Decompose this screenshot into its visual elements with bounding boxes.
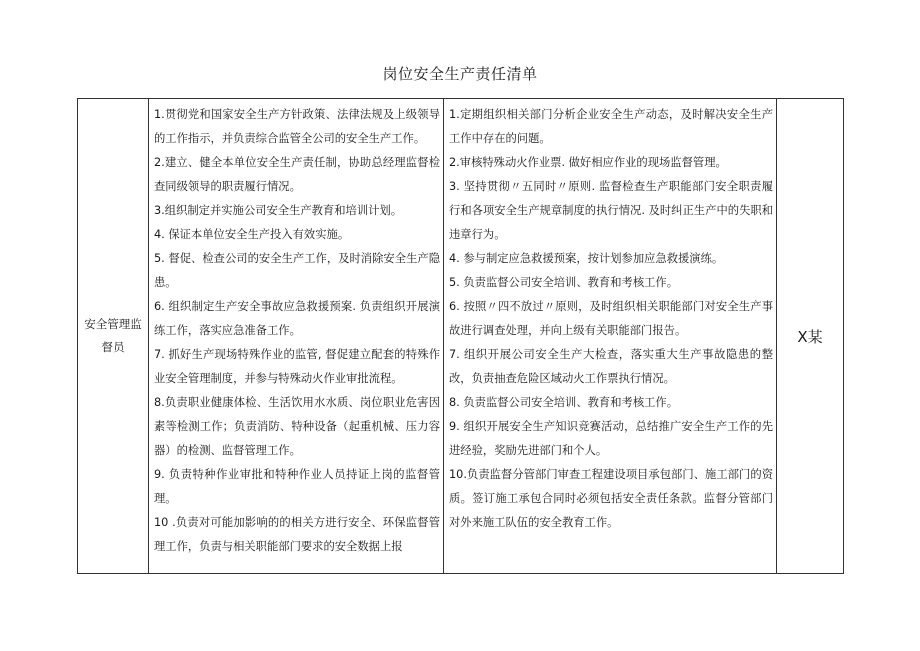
duty-item: 3.组织制定并实施公司安全生产教育和培训计划。	[154, 204, 403, 217]
document-title: 岗位安全生产责任清单	[382, 65, 538, 83]
table-row	[78, 99, 844, 574]
duty-item: 4. 参与制定应急救援预案，按计划参加应急救援演练。	[449, 252, 724, 265]
duty-item: 2.建立、健全本单位安全生产责任制，协助总经理监督检查同级领导的职责履行情况。	[154, 156, 440, 193]
duty-item: 7. 抓好生产现场特殊作业的监管, 督促建立配套的特殊作业安全管理制度，并参与特殊动火作业审批流程。	[154, 348, 440, 385]
duties-left-cell	[149, 99, 444, 574]
duty-item: 4. 保证本单位安全生产投入有效实施。	[154, 228, 350, 241]
duty-item: 5. 负责监督公司安全培训、教育和考核工作。	[449, 276, 679, 289]
duty-item: 8.负责职业健康体检、生活饮用水水质、岗位职业危害因素等检测工作；负责消防、特种设备（起重机械、压力容器）的检测、监督管理工作。	[154, 396, 440, 457]
person-name-cell: X某	[777, 99, 844, 574]
duties-right-list	[444, 99, 776, 535]
duty-item: 7. 组织开展公司安全生产大检查，落实重大生产事故隐患的整改，负责抽查危险区域动火工作票执行情况。	[449, 348, 773, 385]
duty-item: 2.审核特殊动火作业票. 做好相应作业的现场监督管理。	[449, 156, 727, 169]
duty-item: 8. 负责监督公司安全培训、教育和考核工作。	[449, 396, 679, 409]
duty-item: 10 .负责对可能加影响的的相关方进行安全、环保监督管理工作，负责与相关职能部门要求的安全数据上报	[154, 516, 440, 553]
duties-right-cell	[444, 99, 777, 574]
duty-item: 1.贯彻党和国家安全生产方针政策、法律法规及上级领导的工作指示，并负责综合监管全公司的安全生产工作。	[154, 108, 440, 145]
role-cell: 安全管理监督员	[78, 99, 149, 574]
duties-left-list	[149, 99, 443, 559]
duty-item: 1.定期组织相关部门分析企业安全生产动态，及时解决安全生产工作中存在的问题。	[449, 108, 773, 145]
duty-item: 5. 督促、检查公司的安全生产工作，及时消除安全生产隐患。	[154, 252, 440, 289]
duty-item: 10.负责监督分管部门审查工程建设项目承包部门、施工部门的资质。签订施工承包合同时必须包括安全责任条款。监督分管部门对外来施工队伍的安全教育工作。	[449, 468, 773, 529]
responsibility-table	[77, 98, 844, 574]
duty-item: 9. 组织开展安全生产知识竞赛活动，总结推广安全生产工作的先进经验，奖励先进部门和个人。	[449, 420, 773, 457]
duty-item: 6. 组织制定生产安全事故应急救援预案. 负责组织开展演练工作，落实应急准备工作。	[154, 300, 440, 337]
duty-item: 9. 负责特种作业审批和特种作业人员持证上岗的监督管理。	[154, 468, 440, 505]
duty-item: 3. 坚持贯彻〃五同时〃原则. 监督检查生产职能部门安全职责履行和各项安全生产规章制度的执行情况. 及时纠正生产中的失职和违章行为。	[449, 180, 773, 241]
duty-item: 6. 按照〃四不放过〃原则，及时组织相关职能部门对安全生产事故进行调查处理，并向上级有关职能部门报告。	[449, 300, 773, 337]
